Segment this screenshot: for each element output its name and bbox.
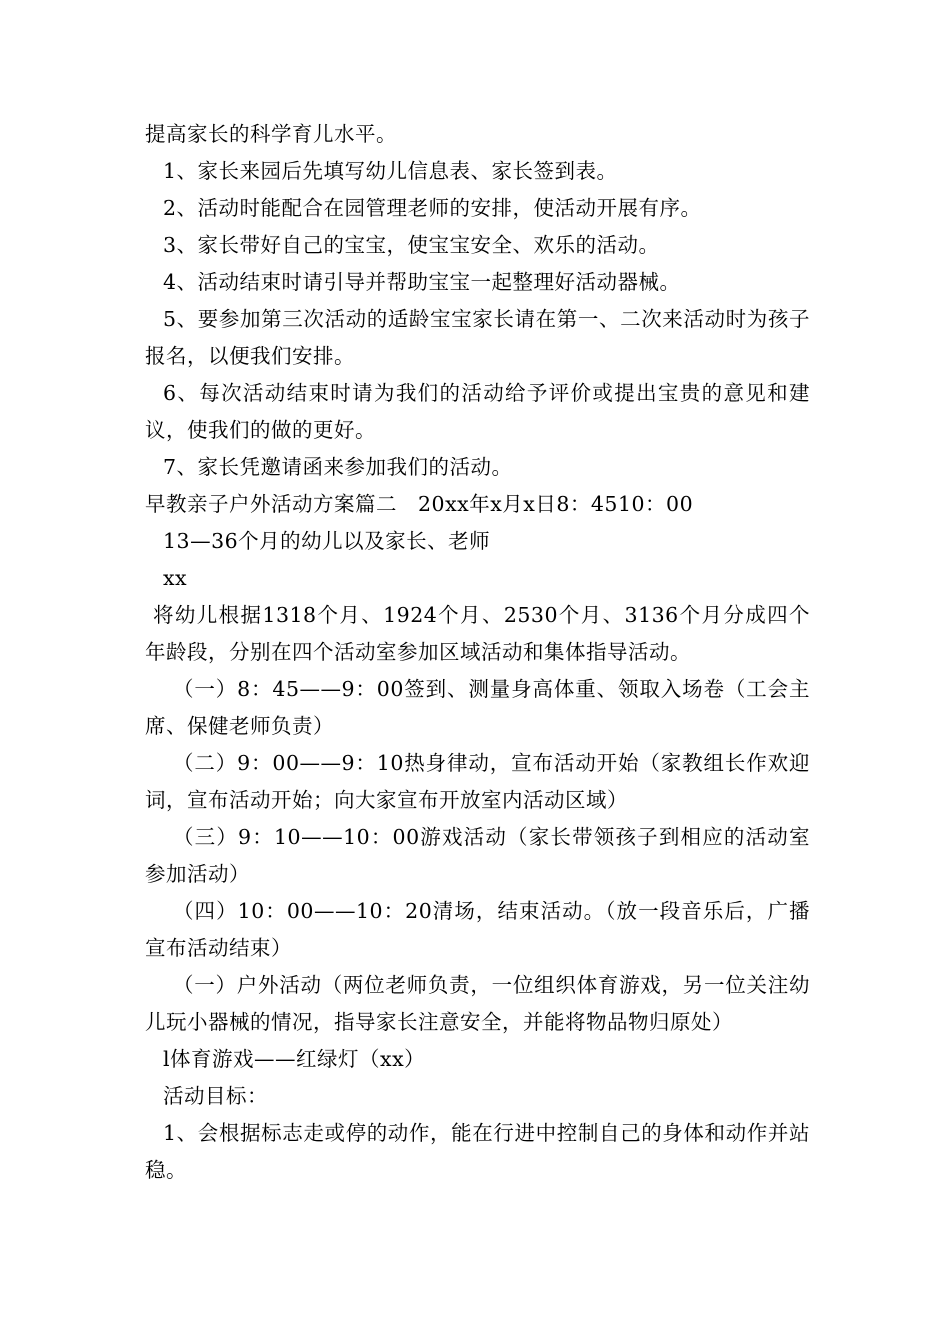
paragraph: xx [163, 566, 188, 590]
paragraph: 3、家长带好自己的宝宝，使宝宝安全、欢乐的活动。 [163, 233, 660, 257]
paragraph: （一）户外活动（两位老师负责，一位组织体育游戏，另一位关注幼儿玩小器械的情况，指导家长注意安全，并能将物品物归原处） [145, 973, 810, 1034]
paragraph: 将幼儿根据1318个月、1924个月、2530个月、3136个月分成四个年龄段，分别在四个活动室参加区域活动和集体指导活动。 [145, 603, 810, 664]
paragraph: 13—36个月的幼儿以及家长、老师 [163, 529, 491, 553]
paragraph: 1、会根据标志走或停的动作，能在行进中控制自己的身体和动作并站稳。 [145, 1121, 810, 1182]
paragraph: 7、家长凭邀请函来参加我们的活动。 [163, 455, 513, 479]
paragraph: （四）10：00——10：20清场，结束活动。（放一段音乐后，广播宣布活动结束） [145, 899, 810, 960]
paragraph: 6、每次活动结束时请为我们的活动给予评价或提出宝贵的意见和建议，使我们的做的更好。 [145, 381, 810, 442]
document-body [145, 116, 810, 1189]
paragraph: （三）9：10——10：00游戏活动（家长带领孩子到相应的活动室参加活动） [145, 825, 810, 886]
paragraph: 4、活动结束时请引导并帮助宝宝一起整理好活动器械。 [163, 270, 681, 294]
paragraph: 活动目标： [163, 1084, 268, 1108]
paragraph: （一）8：45——9：00签到、测量身高体重、领取入场卷（工会主席、保健老师负责） [145, 677, 810, 738]
section-heading: 早教亲子户外活动方案篇二 20xx年x月x日8：4510：00 [145, 492, 694, 516]
paragraph: 2、活动时能配合在园管理老师的安排，使活动开展有序。 [163, 196, 702, 220]
paragraph: （二）9：00——9：10热身律动，宣布活动开始（家教组长作欢迎词，宣布活动开始；向大家宣布开放室内活动区域） [145, 751, 810, 812]
paragraph: l体育游戏——红绿灯（xx） [163, 1047, 426, 1071]
paragraph: 1、家长来园后先填写幼儿信息表、家长签到表。 [163, 159, 618, 183]
paragraph: 提高家长的科学育儿水平。 [145, 122, 397, 146]
paragraph: 5、要参加第三次活动的适龄宝宝家长请在第一、二次来活动时为孩子报名，以便我们安排。 [145, 307, 810, 368]
